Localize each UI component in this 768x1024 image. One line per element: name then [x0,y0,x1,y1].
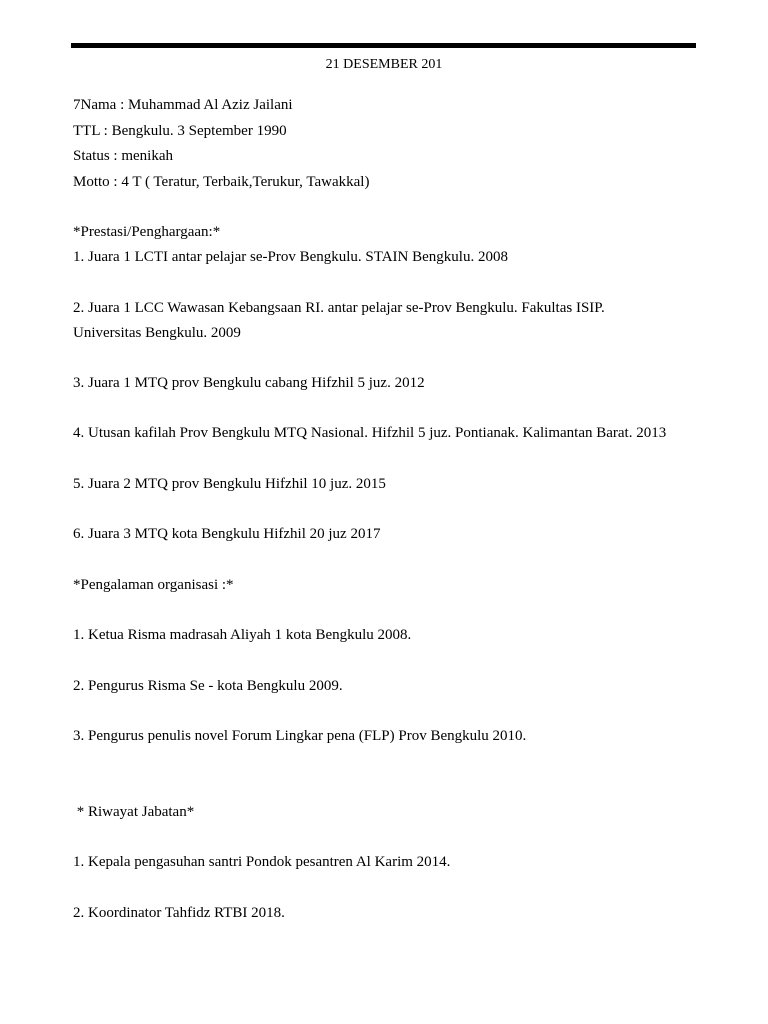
organisasi-item: 3. Pengurus penulis novel Forum Lingkar pena (FLP) Prov Bengkulu 2010. [73,728,527,744]
organisasi-item: 2. Pengurus Risma Se - kota Bengkulu 2009. [73,678,343,694]
profile-status: Status : menikah [73,148,173,164]
jabatan-item: 1. Kepala pengasuhan santri Pondok pesantren Al Karim 2014. [73,854,451,870]
prestasi-item: 1. Juara 1 LCTI antar pelajar se-Prov Bengkulu. STAIN Bengkulu. 2008 [73,249,508,265]
profile-nama: 7Nama : Muhammad Al Aziz Jailani [73,97,293,113]
profile-motto: Motto : 4 T ( Teratur, Terbaik,Terukur, Tawakkal) [73,174,370,190]
prestasi-item: 2. Juara 1 LCC Wawasan Kebangsaan RI. antar pelajar se-Prov Bengkulu. Fakultas ISIP. [73,300,605,316]
prestasi-item: 5. Juara 2 MTQ prov Bengkulu Hifzhil 10 juz. 2015 [73,476,386,492]
organisasi-item: 1. Ketua Risma madrasah Aliyah 1 kota Bengkulu 2008. [73,627,412,643]
prestasi-item: 3. Juara 1 MTQ prov Bengkulu cabang Hifzhil 5 juz. 2012 [73,375,425,391]
prestasi-item: 6. Juara 3 MTQ kota Bengkulu Hifzhil 20 juz 2017 [73,526,381,542]
header-date: 21 DESEMBER 201 [325,57,443,72]
header-rule [71,43,696,48]
prestasi-heading: *Prestasi/Penghargaan:* [73,224,221,240]
prestasi-item: 4. Utusan kafilah Prov Bengkulu MTQ Nasional. Hifzhil 5 juz. Pontianak. Kalimantan Barat. 2013 [73,425,667,441]
profile-ttl: TTL : Bengkulu. 3 September 1990 [73,123,287,139]
organisasi-heading: *Pengalaman organisasi :* [73,577,234,593]
jabatan-heading: * Riwayat Jabatan* [73,804,195,820]
jabatan-item: 2. Koordinator Tahfidz RTBI 2018. [73,905,285,921]
prestasi-item-continued: Universitas Bengkulu. 2009 [73,325,241,341]
